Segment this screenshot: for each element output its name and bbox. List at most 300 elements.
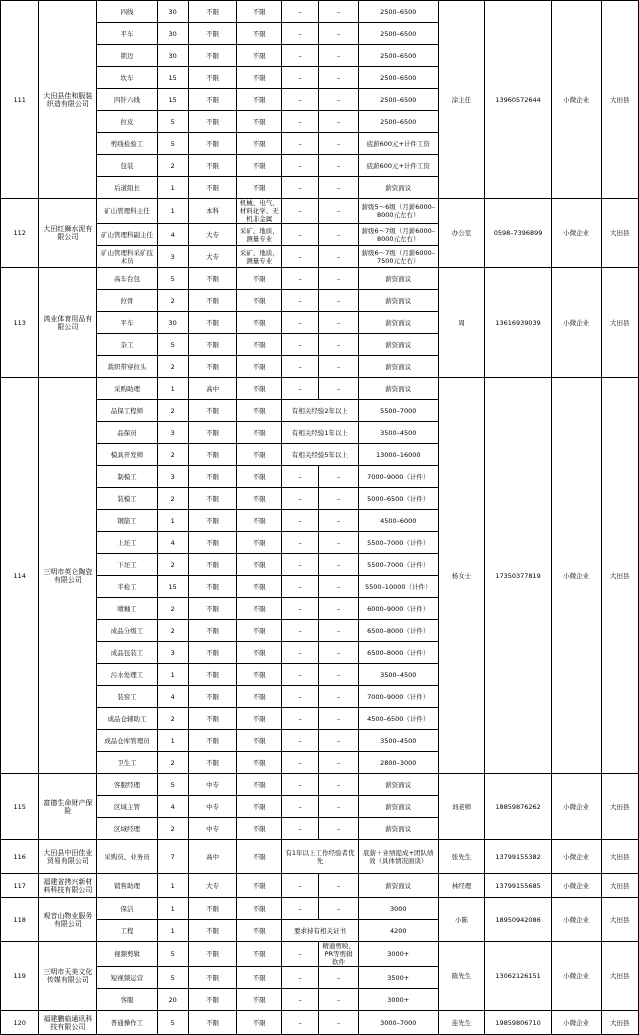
job-major: 不限	[237, 796, 282, 818]
job-major: 不限	[237, 133, 282, 155]
job-headcount: 4	[157, 796, 188, 818]
job-certificate: –	[319, 554, 358, 576]
job-major: 不限	[237, 576, 282, 598]
job-experience: –	[282, 752, 319, 774]
job-headcount: 1	[157, 510, 188, 532]
job-education: 不限	[188, 620, 237, 642]
job-salary: 7000–9000（计件）	[358, 466, 438, 488]
job-education: 中专	[188, 796, 237, 818]
job-headcount: 2	[157, 620, 188, 642]
company-type: 小微企业	[551, 840, 601, 874]
job-certificate: –	[319, 1, 358, 23]
job-education: 不限	[188, 444, 237, 466]
job-title: 成品分级工	[97, 620, 157, 642]
job-headcount: 7	[157, 840, 188, 874]
job-salary: 薪级6～7级（月薪6000–8000元左右）	[358, 224, 438, 246]
job-title: 剪线检验工	[97, 133, 157, 155]
company-location: 大田县	[601, 268, 638, 378]
job-major: 不限	[237, 356, 282, 378]
job-title: 品保员	[97, 422, 157, 444]
company-location: 大田县	[601, 942, 638, 1011]
job-certificate: –	[319, 818, 358, 840]
job-salary: 薪资面议	[358, 312, 438, 334]
job-title: 普通操作工	[97, 1011, 157, 1035]
job-table-body	[1, 1, 639, 1035]
job-salary: 4200	[358, 920, 438, 942]
contact-phone: 13960572644	[485, 1, 551, 199]
job-salary: 13000–16000	[358, 444, 438, 466]
job-headcount: 1	[157, 920, 188, 942]
job-experience: –	[282, 488, 319, 510]
job-title: 装模工	[97, 488, 157, 510]
company-location: 大田县	[601, 1, 638, 199]
job-major: 不限	[237, 466, 282, 488]
job-experience: –	[282, 708, 319, 730]
job-certificate: –	[319, 642, 358, 664]
job-education: 中专	[188, 818, 237, 840]
contact-phone: 18950942086	[485, 898, 551, 942]
job-salary: 3500–4500	[358, 664, 438, 686]
job-education: 高中	[188, 378, 237, 400]
job-major: 不限	[237, 818, 282, 840]
contact-person: 小陈	[438, 898, 485, 942]
contact-phone: 13062126151	[485, 942, 551, 1011]
job-salary: 薪资面议	[358, 378, 438, 400]
job-headcount: 5	[157, 111, 188, 133]
job-major: 不限	[237, 942, 282, 967]
job-education: 不限	[188, 708, 237, 730]
contact-person: 杨女士	[438, 378, 485, 774]
contact-person: 刘老师	[438, 774, 485, 840]
job-salary: 薪资面议	[358, 818, 438, 840]
job-title: 采购员、业务员	[97, 840, 157, 874]
company-number: 115	[1, 774, 39, 840]
table-row	[1, 874, 639, 898]
job-headcount: 3	[157, 422, 188, 444]
table-row	[1, 942, 639, 967]
job-certificate: –	[319, 664, 358, 686]
job-headcount: 1	[157, 177, 188, 199]
job-experience: –	[282, 45, 319, 67]
company-type: 小微企业	[551, 942, 601, 1011]
job-education: 不限	[188, 576, 237, 598]
job-title: 工程	[97, 920, 157, 942]
job-salary: 6000–9000（计件）	[358, 598, 438, 620]
company-number: 113	[1, 268, 39, 378]
job-education: 不限	[188, 989, 237, 1011]
job-major: 不限	[237, 510, 282, 532]
company-number: 111	[1, 1, 39, 199]
job-title: 钢筋工	[97, 510, 157, 532]
contact-phone: 18859876262	[485, 774, 551, 840]
job-experience: –	[282, 686, 319, 708]
job-salary: 3000–7000	[358, 1011, 438, 1035]
job-education: 大专	[188, 246, 237, 268]
table-row	[1, 199, 639, 224]
company-location: 大田县	[601, 898, 638, 942]
job-education: 大专	[188, 874, 237, 898]
job-education: 不限	[188, 920, 237, 942]
job-education: 不限	[188, 155, 237, 177]
company-type: 小微企业	[551, 1, 601, 199]
job-salary: 2500–6500	[358, 67, 438, 89]
job-headcount: 2	[157, 554, 188, 576]
job-certificate: 精通剪映、PR等剪辑软件	[319, 942, 358, 967]
job-title: 上坯工	[97, 532, 157, 554]
company-type: 小微企业	[551, 199, 601, 268]
job-salary: 3500+	[358, 967, 438, 989]
job-headcount: 3	[157, 642, 188, 664]
job-title: 成品仓库管理员	[97, 730, 157, 752]
job-title: 喷釉工	[97, 598, 157, 620]
job-title: 拉骨	[97, 290, 157, 312]
company-name: 三明市英仑陶瓷有限公司	[39, 378, 97, 774]
job-experience: –	[282, 312, 319, 334]
job-major: 不限	[237, 67, 282, 89]
job-major: 不限	[237, 620, 282, 642]
job-certificate: –	[319, 874, 358, 898]
job-experience: –	[282, 510, 319, 532]
job-certificate: –	[319, 356, 358, 378]
job-headcount: 3	[157, 466, 188, 488]
contact-person: 张先生	[438, 840, 485, 874]
job-major: 不限	[237, 312, 282, 334]
job-education: 不限	[188, 422, 237, 444]
contact-person: 连先生	[438, 1011, 485, 1035]
job-experience: –	[282, 89, 319, 111]
job-major: 不限	[237, 378, 282, 400]
job-education: 不限	[188, 532, 237, 554]
job-headcount: 5	[157, 133, 188, 155]
job-salary: 薪资面议	[358, 334, 438, 356]
job-education: 不限	[188, 598, 237, 620]
job-title: 矿山管理科主任	[97, 199, 157, 224]
job-major: 不限	[237, 686, 282, 708]
job-education: 本科	[188, 199, 237, 224]
job-salary: 薪资面议	[358, 177, 438, 199]
job-experience: –	[282, 23, 319, 45]
job-headcount: 2	[157, 400, 188, 422]
job-headcount: 2	[157, 444, 188, 466]
job-title: 成品仓辅助工	[97, 708, 157, 730]
job-major: 不限	[237, 752, 282, 774]
job-experience: 有相关经验5年以上	[282, 444, 359, 466]
table-row	[1, 268, 639, 290]
job-experience: –	[282, 111, 319, 133]
job-certificate: –	[319, 246, 358, 268]
job-headcount: 5	[157, 942, 188, 967]
job-headcount: 2	[157, 708, 188, 730]
job-education: 不限	[188, 177, 237, 199]
job-major: 不限	[237, 155, 282, 177]
job-salary: 薪资面议	[358, 268, 438, 290]
job-title: 下坯工	[97, 554, 157, 576]
job-major: 不限	[237, 1, 282, 23]
job-headcount: 1	[157, 199, 188, 224]
job-certificate: –	[319, 532, 358, 554]
job-title: 区域主管	[97, 796, 157, 818]
job-salary: 薪资面议	[358, 796, 438, 818]
job-education: 不限	[188, 45, 237, 67]
job-certificate: –	[319, 989, 358, 1011]
job-experience: –	[282, 620, 319, 642]
job-title: 矿山管理科副主任	[97, 224, 157, 246]
job-certificate: –	[319, 898, 358, 920]
job-certificate: –	[319, 199, 358, 224]
job-salary: 2500–6500	[358, 23, 438, 45]
job-experience: 有相关经验2年以上	[282, 400, 359, 422]
job-title: 平车	[97, 312, 157, 334]
job-education: 不限	[188, 1, 237, 23]
contact-phone: 19859806710	[485, 1011, 551, 1035]
job-headcount: 3	[157, 246, 188, 268]
job-experience: 有相关经验1年以上	[282, 422, 359, 444]
job-title: 装窑工	[97, 686, 157, 708]
company-number: 117	[1, 874, 39, 898]
job-title: 四针六线	[97, 89, 157, 111]
job-education: 不限	[188, 1011, 237, 1035]
job-experience: –	[282, 989, 319, 1011]
job-major: 采矿、地质，测量专业	[237, 224, 282, 246]
job-certificate: –	[319, 686, 358, 708]
job-salary: 底薪600元+计件工资	[358, 155, 438, 177]
job-headcount: 30	[157, 23, 188, 45]
job-title: 杂工	[97, 334, 157, 356]
job-title: 矿山管理科采矿技术员	[97, 246, 157, 268]
job-salary: 薪资面议	[358, 874, 438, 898]
job-title: 保洁	[97, 898, 157, 920]
job-salary: 5500–7000	[358, 400, 438, 422]
company-type: 小微企业	[551, 774, 601, 840]
job-education: 不限	[188, 488, 237, 510]
job-title: 制模工	[97, 466, 157, 488]
job-major: 机械、电气、材料化学、无机非金属	[237, 199, 282, 224]
job-certificate: –	[319, 576, 358, 598]
job-salary: 2800–3000	[358, 752, 438, 774]
job-headcount: 2	[157, 488, 188, 510]
job-education: 不限	[188, 67, 237, 89]
contact-person: 林经理	[438, 874, 485, 898]
job-education: 不限	[188, 730, 237, 752]
job-title: 区域经理	[97, 818, 157, 840]
job-major: 不限	[237, 23, 282, 45]
job-title: 四线	[97, 1, 157, 23]
job-education: 不限	[188, 133, 237, 155]
job-experience: –	[282, 898, 319, 920]
job-education: 不限	[188, 664, 237, 686]
company-name: 大田红狮水泥有限公司	[39, 199, 97, 268]
job-education: 不限	[188, 23, 237, 45]
job-headcount: 1	[157, 378, 188, 400]
job-salary: 2500–6500	[358, 111, 438, 133]
job-major: 不限	[237, 598, 282, 620]
job-title: 销售助理	[97, 874, 157, 898]
job-title: 半检工	[97, 576, 157, 598]
job-education: 不限	[188, 752, 237, 774]
company-number: 116	[1, 840, 39, 874]
job-headcount: 5	[157, 774, 188, 796]
company-name: 三明市天美文化传媒有限公司	[39, 942, 97, 1011]
job-experience: –	[282, 378, 319, 400]
job-certificate: –	[319, 488, 358, 510]
job-certificate: –	[319, 620, 358, 642]
job-salary: 5000–6500（计件）	[358, 488, 438, 510]
job-salary: 底薪600元+计件工资	[358, 133, 438, 155]
job-experience: –	[282, 796, 319, 818]
job-education: 不限	[188, 334, 237, 356]
job-certificate: –	[319, 774, 358, 796]
job-headcount: 30	[157, 1, 188, 23]
job-major: 不限	[237, 177, 282, 199]
job-certificate: –	[319, 67, 358, 89]
job-experience: –	[282, 818, 319, 840]
job-experience: 要求持有相关证书	[282, 920, 359, 942]
job-headcount: 2	[157, 752, 188, 774]
job-experience: –	[282, 576, 319, 598]
company-type: 小微企业	[551, 268, 601, 378]
job-major: 采矿、地质，测量专业	[237, 246, 282, 268]
job-salary: 薪级6～7级（月薪6000–7500元左右）	[358, 246, 438, 268]
job-salary: 6500–8000（计件）	[358, 620, 438, 642]
job-experience: –	[282, 1011, 319, 1035]
company-location: 大田县	[601, 774, 638, 840]
contact-phone: 13616939039	[485, 268, 551, 378]
job-experience: 有1年以上工作经验者优先	[282, 840, 359, 874]
company-name: 大田县中田佳业贸易有限公司	[39, 840, 97, 874]
job-major: 不限	[237, 45, 282, 67]
job-experience: –	[282, 598, 319, 620]
job-title: 采购助理	[97, 378, 157, 400]
company-location: 大田县	[601, 1011, 638, 1035]
job-experience: –	[282, 466, 319, 488]
job-certificate: –	[319, 111, 358, 133]
job-headcount: 2	[157, 818, 188, 840]
job-headcount: 4	[157, 686, 188, 708]
job-title: 裁织带穿拉头	[97, 356, 157, 378]
company-name: 福建省拷兴新材料科技有限公司	[39, 874, 97, 898]
job-certificate: –	[319, 752, 358, 774]
job-certificate: –	[319, 796, 358, 818]
job-salary: 4500–6500（计件）	[358, 708, 438, 730]
job-title: 拉皮	[97, 111, 157, 133]
job-salary: 薪资面议	[358, 356, 438, 378]
job-experience: –	[282, 290, 319, 312]
job-headcount: 2	[157, 155, 188, 177]
job-headcount: 2	[157, 290, 188, 312]
job-salary: 2500–6500	[358, 45, 438, 67]
job-experience: –	[282, 554, 319, 576]
job-title: 包装	[97, 155, 157, 177]
job-experience: –	[282, 177, 319, 199]
job-major: 不限	[237, 532, 282, 554]
company-type: 小微企业	[551, 1011, 601, 1035]
job-experience: –	[282, 356, 319, 378]
job-major: 不限	[237, 268, 282, 290]
job-salary: 3500–4500	[358, 422, 438, 444]
contact-person: 周	[438, 268, 485, 378]
job-experience: –	[282, 334, 319, 356]
job-education: 不限	[188, 312, 237, 334]
job-certificate: –	[319, 708, 358, 730]
table-row	[1, 898, 639, 920]
job-major: 不限	[237, 422, 282, 444]
job-major: 不限	[237, 898, 282, 920]
job-salary: 3000+	[358, 942, 438, 967]
job-title: 模具开发师	[97, 444, 157, 466]
job-education: 不限	[188, 510, 237, 532]
job-certificate: –	[319, 378, 358, 400]
job-headcount: 15	[157, 89, 188, 111]
company-location: 大田县	[601, 378, 638, 774]
job-education: 不限	[188, 290, 237, 312]
job-major: 不限	[237, 774, 282, 796]
job-headcount: 2	[157, 598, 188, 620]
job-certificate: –	[319, 268, 358, 290]
job-education: 不限	[188, 356, 237, 378]
job-certificate: –	[319, 290, 358, 312]
job-major: 不限	[237, 664, 282, 686]
job-education: 不限	[188, 942, 237, 967]
job-education: 不限	[188, 89, 237, 111]
company-number: 118	[1, 898, 39, 942]
job-experience: –	[282, 532, 319, 554]
job-headcount: 30	[157, 45, 188, 67]
job-major: 不限	[237, 89, 282, 111]
job-title: 视频剪辑	[97, 942, 157, 967]
job-major: 不限	[237, 989, 282, 1011]
job-major: 不限	[237, 874, 282, 898]
job-title: 锁边	[97, 45, 157, 67]
company-name: 观音山物业服务有限公司	[39, 898, 97, 942]
job-certificate: –	[319, 177, 358, 199]
job-title: 成品包装工	[97, 642, 157, 664]
company-number: 112	[1, 199, 39, 268]
job-major: 不限	[237, 920, 282, 942]
job-experience: –	[282, 642, 319, 664]
table-row	[1, 774, 639, 796]
job-major: 不限	[237, 967, 282, 989]
job-major: 不限	[237, 111, 282, 133]
job-salary: 4500–6000	[358, 510, 438, 532]
table-row	[1, 1011, 639, 1035]
job-experience: –	[282, 268, 319, 290]
job-headcount: 20	[157, 989, 188, 1011]
job-experience: –	[282, 874, 319, 898]
job-title: 坎车	[97, 67, 157, 89]
company-type: 小微企业	[551, 874, 601, 898]
job-salary: 6500–8000（计件）	[358, 642, 438, 664]
job-certificate: –	[319, 155, 358, 177]
job-title: 污水处理工	[97, 664, 157, 686]
job-education: 不限	[188, 967, 237, 989]
job-major: 不限	[237, 1011, 282, 1035]
table-row	[1, 1, 639, 23]
company-name: 富德生命财产保险	[39, 774, 97, 840]
job-headcount: 1	[157, 730, 188, 752]
job-experience: –	[282, 967, 319, 989]
job-education: 不限	[188, 554, 237, 576]
job-title: 后道组长	[97, 177, 157, 199]
job-salary: 5500–10000（计件）	[358, 576, 438, 598]
job-certificate: –	[319, 510, 358, 532]
job-salary: 7000–9000（计件）	[358, 686, 438, 708]
company-number: 114	[1, 378, 39, 774]
contact-person: 陈先生	[438, 942, 485, 1011]
contact-phone: 17350377819	[485, 378, 551, 774]
job-major: 不限	[237, 400, 282, 422]
job-major: 不限	[237, 290, 282, 312]
job-experience: –	[282, 664, 319, 686]
